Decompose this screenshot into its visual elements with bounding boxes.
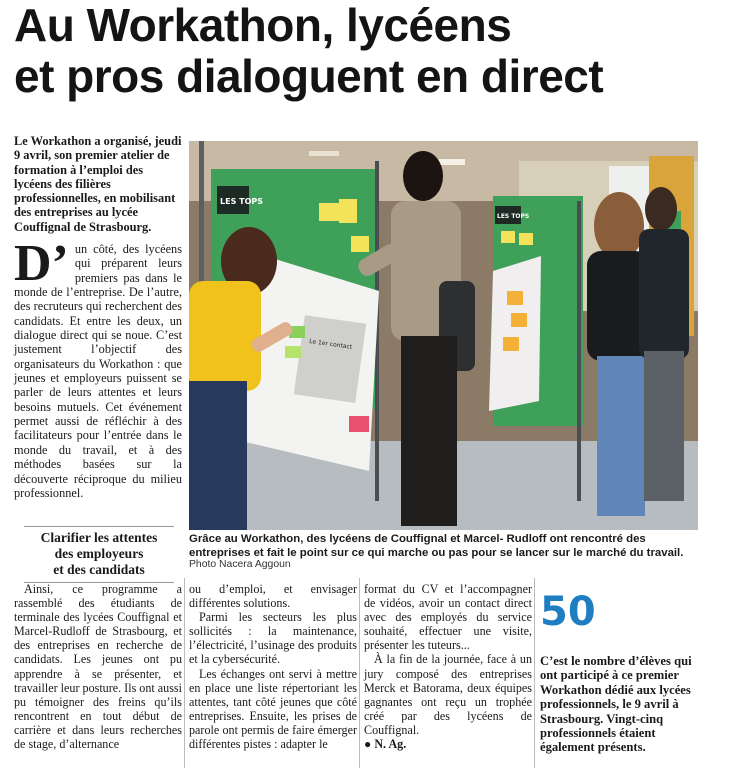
stat-description: C’est le nombre d’élèves qui ont participé à ce premier Workathon dédié aux lycées professionnels, le 9 avril à Strasbourg. Vingt-cinq professionnels étaient également présents. — [540, 654, 692, 755]
drop-cap: D’ — [14, 235, 69, 292]
subhead-line-3: et des candidats — [53, 562, 145, 577]
section-subhead — [24, 526, 174, 583]
stat-number: 50 — [540, 589, 596, 635]
body-paragraph: À la fin de la journée, face à un jury composé des entreprises Merck et Batorama, deux équipes gagnantes ont reçu un trophée créé par des lycéens de Couffignal. — [364, 652, 532, 737]
body-paragraph: Ainsi, ce programme a rassemblé des étudiants de terminale des lycées Couffignal et Marcel-Rudloff de Strasbourg, et des entreprises en recherche de candidats. Les jeunes ont pu apprendre à se présenter, et travailler leur posture. Ils ont aussi pu témoigner des freins qu’ils rencontrent en tout début de carrière et dans leurs recherches de stage, d’alternance — [14, 582, 182, 752]
panel-label-right: LES TOPS — [497, 213, 530, 220]
panel-label-left: LES TOPS — [220, 197, 263, 206]
body-paragraph: Les échanges ont servi à mettre en place une liste répertoriant les attentes, tant côté jeunes que côté entreprises. Ensuite, les prises de parole ont permis de faire émerger différentes pistes : adapter le — [189, 666, 357, 752]
subhead-line-2: des employeurs — [54, 546, 144, 561]
body-column-2 — [189, 582, 357, 751]
body-column-1 — [14, 582, 182, 751]
lead-paragraph: Le Workathon a organisé, jeudi 9 avril, son premier atelier de formation à l’emploi des lycéens des filières professionnelles, en mobilisant des entreprises au lycée Couffignal de Strasbourg. — [14, 134, 182, 234]
event-photo — [189, 141, 698, 530]
photo-credit: Photo Nacera Aggoun — [189, 559, 291, 570]
headline-line-2: et pros dialoguent en direct — [14, 50, 604, 102]
author-signature: ● N. Ag. — [364, 737, 407, 752]
column-divider — [359, 578, 360, 768]
photo-caption: Grâce au Workathon, des lycéens de Couffignal et Marcel- Rudloff ont rencontré des entreprises et fait le point sur ce qui marche ou pas pour se lancer sur le marché du travail. — [189, 533, 684, 559]
body-column-3 — [364, 582, 532, 751]
intro-text: un côté, des lycéens qui préparent leurs premiers pas dans le monde de l’entreprise. De l’autre, des recruteurs qui recherchent des candidats. Et entre les deux, un dialogue direct qui se noue. C’est justement l’objectif des organisateurs du Workathon : que jeunes et employeurs puissent se parler de leurs attentes et leurs besoins mutuels. Cet événement permet aussi de réfléchir à des facilitateurs pour l’entrée dans le monde du travail, et à des méthodes basées sur la découverte réciproque du milieu professionnel. — [14, 242, 182, 500]
intro-paragraph — [14, 235, 182, 500]
headline-line-1: Au Workathon, lycéens — [14, 0, 512, 51]
column-divider — [534, 578, 535, 768]
column-divider — [184, 578, 185, 768]
sheet-label: Le 1er contact — [308, 337, 353, 351]
subhead-line-1: Clarifier les attentes — [40, 530, 158, 545]
body-paragraph: ou d’emploi, et envisager différentes solutions. — [189, 582, 357, 611]
headline — [14, 0, 719, 102]
body-paragraph: format du CV et l’accompagner de vidéos, avoir un contact direct avec des employés du service souhaité, effectuer une visite, présenter les tuteurs... — [364, 582, 532, 653]
body-paragraph: Parmi les secteurs les plus sollicités : la maintenance, l’électricité, l’usinage des produits et la cybersécurité. — [189, 610, 357, 667]
